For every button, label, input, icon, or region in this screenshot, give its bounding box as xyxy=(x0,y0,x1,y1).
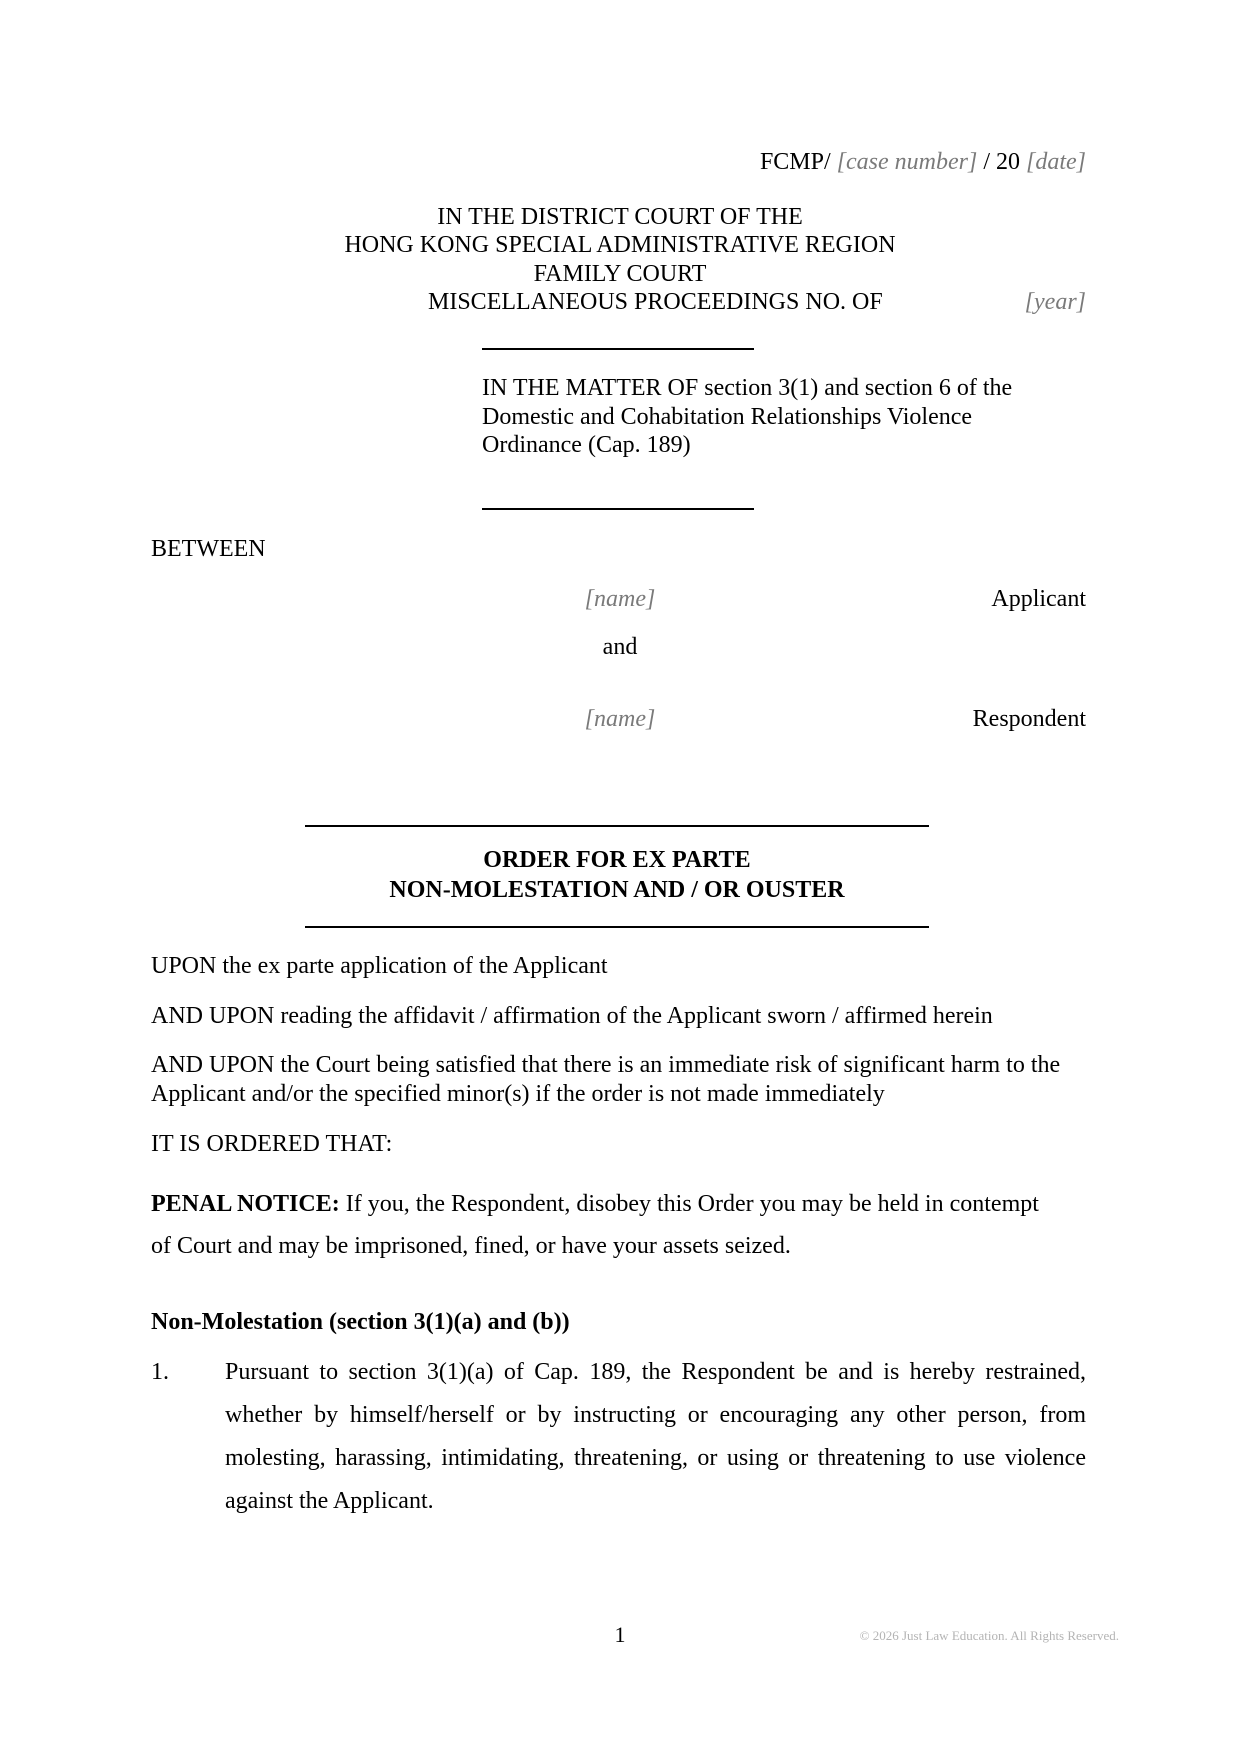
matter-line-3: Ordinance (Cap. 189) xyxy=(482,432,691,458)
section-heading: Non-Molestation (section 3(1)(a) and (b)) xyxy=(151,1309,570,1335)
page-number: 1 xyxy=(614,1622,626,1647)
penal-notice-line-2: of Court and may be imprisoned, fined, or have your assets seized. xyxy=(151,1233,791,1259)
order-title-line-1: ORDER FOR EX PARTE xyxy=(483,847,751,873)
date-placeholder: [date] xyxy=(1026,149,1086,175)
recital-3: AND UPON the Court being satisfied that there is an immediate risk of significant harm to the Applicant and/or the specified minor(s) if the order is not made immediately xyxy=(151,1052,1061,1107)
court-line-2: HONG KONG SPECIAL ADMINISTRATIVE REGION xyxy=(344,232,896,258)
recital-2: AND UPON reading the affidavit / affirmation of the Applicant sworn / affirmed herein xyxy=(151,1003,993,1029)
divider-rule xyxy=(482,348,754,350)
penal-notice-line-1 xyxy=(151,1190,1039,1219)
year-placeholder: [year] xyxy=(1024,289,1086,315)
court-line-1: IN THE DISTRICT COURT OF THE xyxy=(437,204,803,230)
item-number: 1. xyxy=(151,1359,169,1385)
penal-notice-text-1: If you, the Respondent, disobey this Order you may be held in contempt xyxy=(339,1191,1039,1217)
between-label: BETWEEN xyxy=(151,536,266,562)
ordered-that: IT IS ORDERED THAT: xyxy=(151,1131,393,1157)
copyright-notice: © 2026 Just Law Education. All Rights Reserved. xyxy=(859,1628,1119,1643)
case-prefix: FCMP/ xyxy=(759,149,831,175)
recital-1: UPON the ex parte application of the Applicant xyxy=(151,953,608,979)
applicant-name-placeholder: [name] xyxy=(584,586,656,612)
applicant-role: Applicant xyxy=(991,586,1086,612)
case-number-placeholder: [case number] xyxy=(836,149,978,175)
title-bottom-rule xyxy=(305,926,929,928)
divider-rule xyxy=(482,508,754,510)
case-separator: / 20 xyxy=(977,149,1026,175)
title-top-rule xyxy=(305,825,929,827)
court-line-3: FAMILY COURT xyxy=(533,261,707,287)
respondent-name-placeholder: [name] xyxy=(584,706,656,732)
case-reference xyxy=(760,148,1086,177)
penal-notice-label: PENAL NOTICE: xyxy=(151,1191,340,1217)
respondent-role: Respondent xyxy=(972,706,1086,732)
court-line-4: MISCELLANEOUS PROCEEDINGS NO. OF xyxy=(428,289,883,315)
item-text: Pursuant to section 3(1)(a) of Cap. 189, the Respondent be and is hereby restrained, whether by himself/herself or by instructing or encouraging any other person, from molesting, harassing, intimidating, threatening, or using or threatening to use violence against the Applicant. xyxy=(225,1359,1086,1514)
and-label: and xyxy=(602,634,638,660)
matter-line-2: Domestic and Cohabitation Relationships Violence xyxy=(482,404,973,430)
order-title-line-2: NON-MOLESTATION AND / OR OUSTER xyxy=(389,877,845,903)
matter-line-1: IN THE MATTER OF section 3(1) and section 6 of the xyxy=(482,375,1013,401)
